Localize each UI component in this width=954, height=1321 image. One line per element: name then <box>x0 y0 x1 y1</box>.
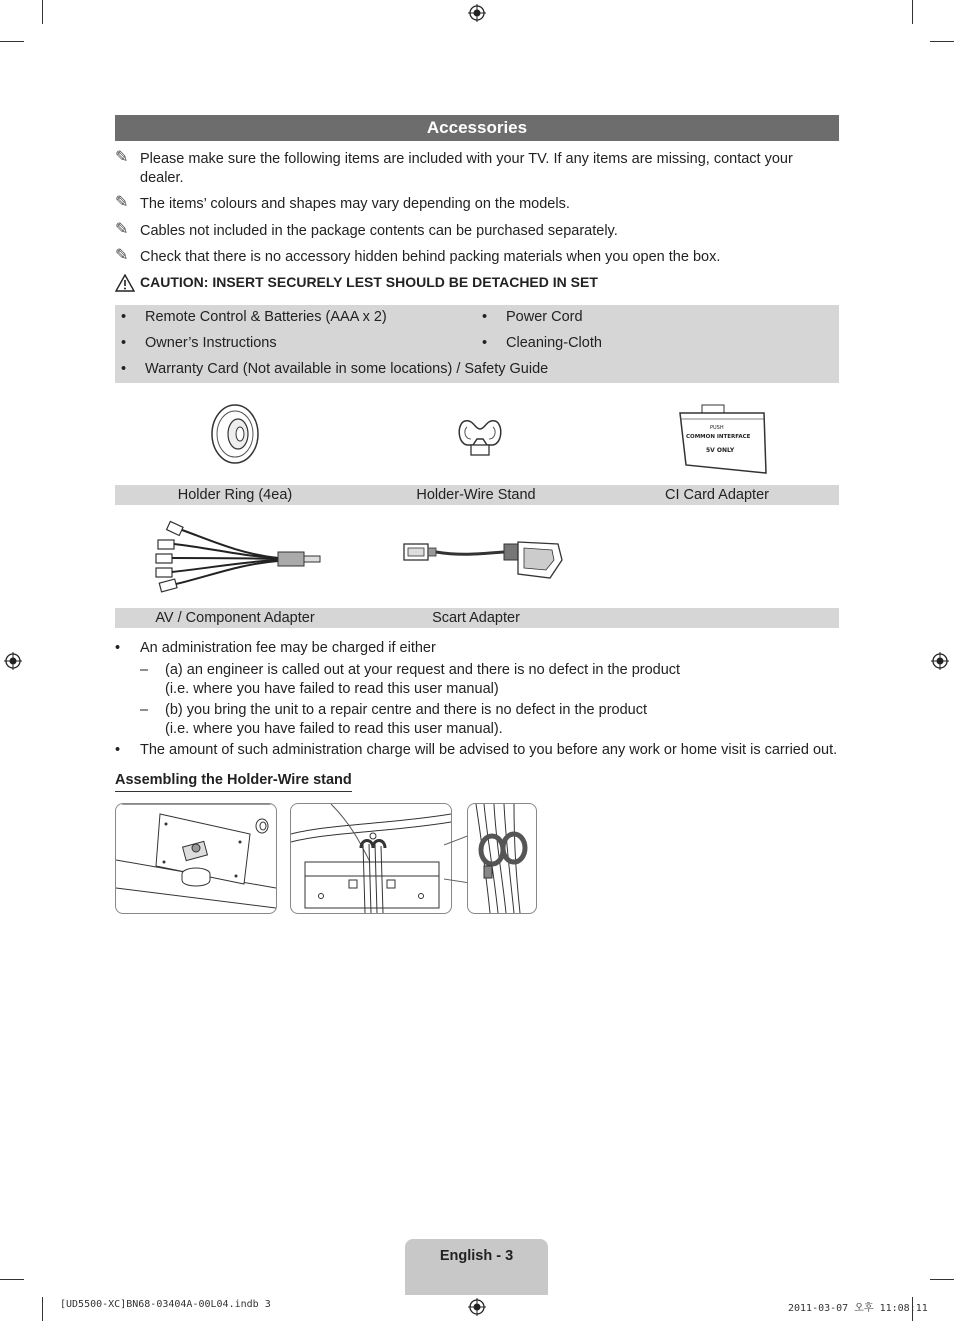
note-item <box>115 222 815 241</box>
note-item <box>115 195 815 214</box>
section-title: Accessories <box>115 115 839 141</box>
pencil-note-icon: ✎ <box>115 194 129 211</box>
list-item-text: Owner’s Instructions <box>145 335 277 351</box>
crop-mark <box>912 0 913 24</box>
crop-mark <box>42 0 43 24</box>
crop-mark <box>0 41 24 42</box>
warning-triangle-icon <box>115 274 135 292</box>
ci-card-adapter-illustration <box>672 403 772 479</box>
assembly-step-panel <box>115 803 277 914</box>
pencil-note-icon: ✎ <box>115 221 129 238</box>
fee-advice-text: The amount of such administration charge will be advised to you before any work or home visit is carried out. <box>140 742 838 758</box>
crop-mark <box>42 1297 43 1321</box>
crop-mark <box>0 1279 24 1280</box>
pencil-note-icon: ✎ <box>115 149 129 166</box>
note-item <box>115 150 815 188</box>
fee-case-b-line2: (i.e. where you have failed to read this user manual). <box>165 721 503 737</box>
registration-mark-icon <box>4 652 22 670</box>
ci-card-interface-text: COMMON INTERFACE <box>686 434 751 440</box>
registration-mark-icon <box>931 652 949 670</box>
assembly-heading: Assembling the Holder-Wire stand <box>115 772 352 792</box>
fee-case-b-line1: (b) you bring the unit to a repair centre and there is no defect in the product <box>165 702 648 718</box>
note-text: Cables not included in the package contents can be purchased separately. <box>140 223 618 239</box>
file-slug: [UD5500-XC]BN68-03404A-00L04.indb 3 <box>60 1299 271 1310</box>
holder-wire-stand-illustration <box>455 413 505 461</box>
fee-intro-text: An administration fee may be charged if either <box>140 640 436 656</box>
crop-mark <box>930 41 954 42</box>
note-text: Check that there is no accessory hidden behind packing materials when you open the box. <box>140 249 721 265</box>
page-number-tab: English - 3 <box>405 1239 548 1295</box>
accessory-label: Scart Adapter <box>432 610 520 626</box>
note-text: The items’ colours and shapes may vary depending on the models. <box>140 196 570 212</box>
accessory-label: AV / Component Adapter <box>155 610 315 626</box>
crop-mark <box>930 1279 954 1280</box>
note-item <box>115 248 815 267</box>
accessory-label-bar <box>115 608 839 628</box>
assembly-detail-panel <box>467 803 537 914</box>
list-item-text: Power Cord <box>506 309 583 325</box>
wire-stand-installed-illustration <box>291 804 451 913</box>
caution-text: CAUTION: INSERT SECURELY LEST SHOULD BE DETACHED IN SET <box>140 274 598 290</box>
registration-mark-icon <box>468 1298 486 1316</box>
scart-adapter-illustration <box>400 534 565 584</box>
fee-case-a-line1: (a) an engineer is called out at your request and there is no defect in the product <box>165 662 681 678</box>
registration-mark-icon <box>468 4 486 22</box>
ci-card-push-text: PUSH <box>710 425 724 431</box>
list-item-text: Remote Control & Batteries (AAA x 2) <box>145 309 387 325</box>
note-text: Please make sure the following items are included with your TV. If any items are missing, contact your dealer. <box>140 151 793 186</box>
list-item-text: Warranty Card (Not available in some locations) / Safety Guide <box>145 361 549 377</box>
wire-bundle-detail-illustration <box>468 804 536 913</box>
tv-back-illustration <box>116 804 276 913</box>
av-component-adapter-illustration <box>150 518 325 594</box>
list-item-text: Cleaning-Cloth <box>506 335 602 351</box>
assembly-step-panel <box>290 803 452 914</box>
caution-line <box>115 274 598 290</box>
holder-ring-illustration <box>205 400 265 468</box>
print-timestamp: 2011-03-07 오후 11:08:11 <box>788 1303 928 1314</box>
accessory-label: CI Card Adapter <box>665 487 769 503</box>
accessory-label-bar <box>115 485 839 505</box>
fee-case-a-line2: (i.e. where you have failed to read this user manual) <box>165 681 499 697</box>
accessory-label: Holder Ring (4ea) <box>177 487 293 503</box>
ci-card-voltage-text: 5V ONLY <box>706 447 735 454</box>
accessory-label: Holder-Wire Stand <box>416 487 536 503</box>
pencil-note-icon: ✎ <box>115 247 129 264</box>
